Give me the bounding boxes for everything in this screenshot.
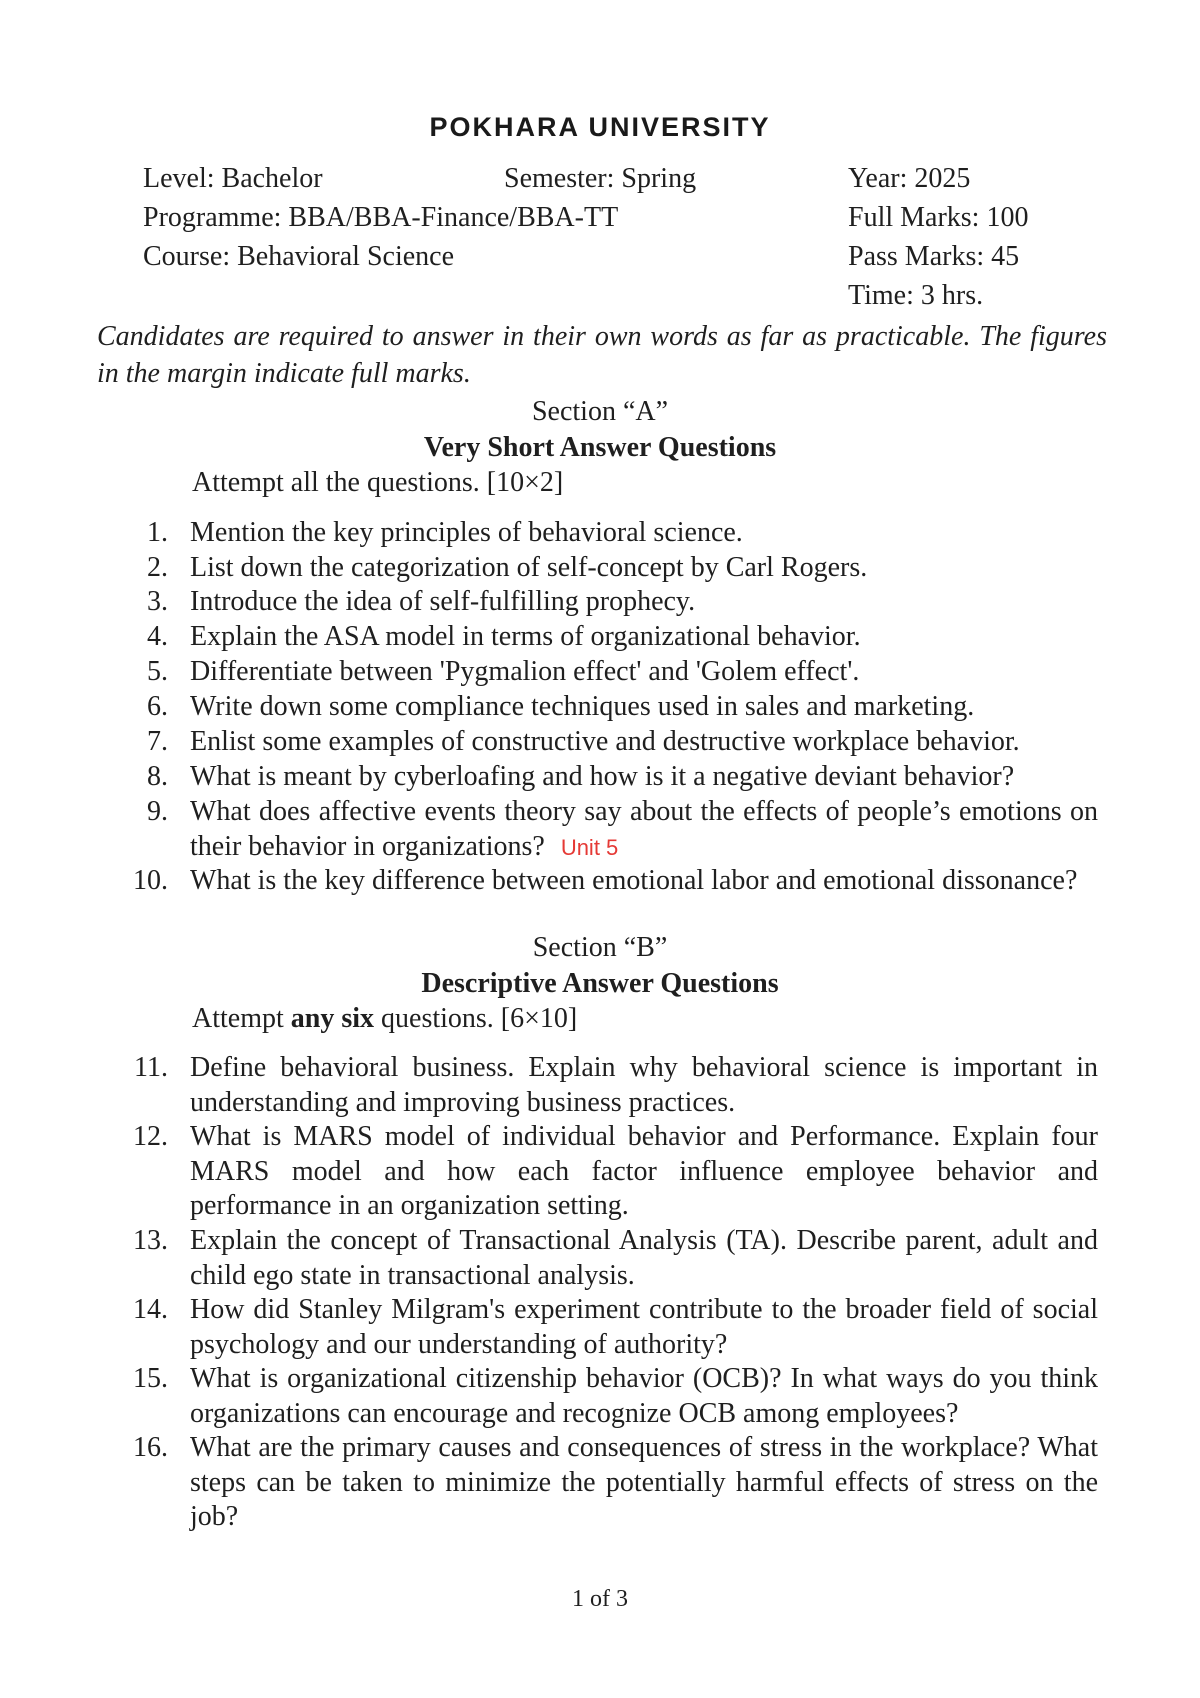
section-a-title: Section “A” [531,396,669,427]
question-8 [118,760,1098,795]
question-text: Introduce the idea of self-fulfilling prophecy. [190,586,696,617]
question-text: Mention the key principles of behavioral science. [190,517,743,548]
question-2 [118,551,1098,586]
attempt-post: questions. [6×10] [374,1003,578,1034]
section-a-subtitle: Very Short Answer Questions [423,432,777,463]
question-number: 7. [147,726,168,757]
unit-annotation: Unit 5 [560,834,619,860]
question-number: 13. [133,1225,168,1256]
question-number: 1. [147,517,168,548]
instructions: Candidates are required to answer in their own words as far as practicable. The figures in the margin indicate full marks. [97,321,1107,389]
question-number: 6. [147,691,168,722]
question-number: 2. [147,552,168,583]
section-a-attempt: Attempt all the questions. [10×2] [192,467,564,498]
question-text: What are the primary causes and consequences of stress in the workplace? What steps can be taken to minimize the potentially harmful effects of stress on the job? [190,1432,1098,1532]
question-6 [118,690,1098,725]
question-number: 11. [134,1052,168,1083]
question-11 [118,1051,1098,1120]
section-b-title: Section “B” [532,932,668,963]
pass-marks-label: Pass Marks: 45 [848,241,1020,272]
question-13 [118,1224,1098,1293]
semester-label: Semester: Spring [504,163,697,194]
question-number: 10. [133,865,168,896]
question-number: 16. [133,1432,168,1463]
question-15 [118,1362,1098,1431]
course-label: Course: Behavioral Science [143,241,455,272]
section-b-subtitle: Descriptive Answer Questions [421,968,779,999]
question-number: 15. [133,1363,168,1394]
question-9 [118,795,1098,865]
level-label: Level: Bachelor [143,163,323,194]
question-text: What is the key difference between emotional labor and emotional dissonance? [190,865,1078,896]
question-3 [118,585,1098,620]
question-10 [118,864,1098,899]
question-text: Define behavioral business. Explain why behavioral science is important in understanding and improving business practices. [190,1052,1098,1118]
question-text: How did Stanley Milgram's experiment contribute to the broader field of social psychology and our understanding of authority? [190,1294,1098,1360]
question-12 [118,1120,1098,1224]
question-number: 12. [133,1121,168,1152]
question-text: What is organizational citizenship behavior (OCB)? In what ways do you think organizations can encourage and recognize OCB among employees? [190,1363,1098,1429]
question-number: 4. [147,621,168,652]
section-b-attempt [192,1001,577,1037]
question-text [190,795,1098,865]
question-text: Differentiate between 'Pygmalion effect' and 'Golem effect'. [190,656,860,687]
question-7 [118,725,1098,760]
question-number: 8. [147,761,168,792]
question-number: 14. [133,1294,168,1325]
question-9-body: What does affective events theory say about the effects of people’s emotions on their behavior in organizations? [190,796,1098,862]
question-1 [118,516,1098,551]
question-text: Enlist some examples of constructive and destructive workplace behavior. [190,726,1020,757]
year-label: Year: 2025 [848,163,971,194]
attempt-bold: any six [290,1003,375,1034]
question-5 [118,655,1098,690]
question-text: Explain the ASA model in terms of organizational behavior. [190,621,861,652]
question-text: Write down some compliance techniques used in sales and marketing. [190,691,975,722]
attempt-pre: Attempt [192,1003,291,1034]
question-text: List down the categorization of self-concept by Carl Rogers. [190,552,868,583]
question-text: What is meant by cyberloafing and how is it a negative deviant behavior? [190,761,1015,792]
time-label: Time: 3 hrs. [848,280,984,311]
question-14 [118,1293,1098,1362]
question-number: 5. [147,656,168,687]
question-4 [118,620,1098,655]
programme-label: Programme: BBA/BBA-Finance/BBA-TT [143,202,619,233]
page-number: 1 of 3 [572,1586,628,1612]
question-text: Explain the concept of Transactional Analysis (TA). Describe parent, adult and child ego state in transactional analysis. [190,1225,1098,1291]
question-number: 3. [147,586,168,617]
question-text: What is MARS model of individual behavior and Performance. Explain four MARS model and how each factor influence employee behavior and performance in an organization setting. [190,1121,1098,1221]
university-title: POKHARA UNIVERSITY [429,112,771,142]
full-marks-label: Full Marks: 100 [848,202,1029,233]
question-16 [118,1431,1098,1535]
question-number: 9. [147,796,168,827]
